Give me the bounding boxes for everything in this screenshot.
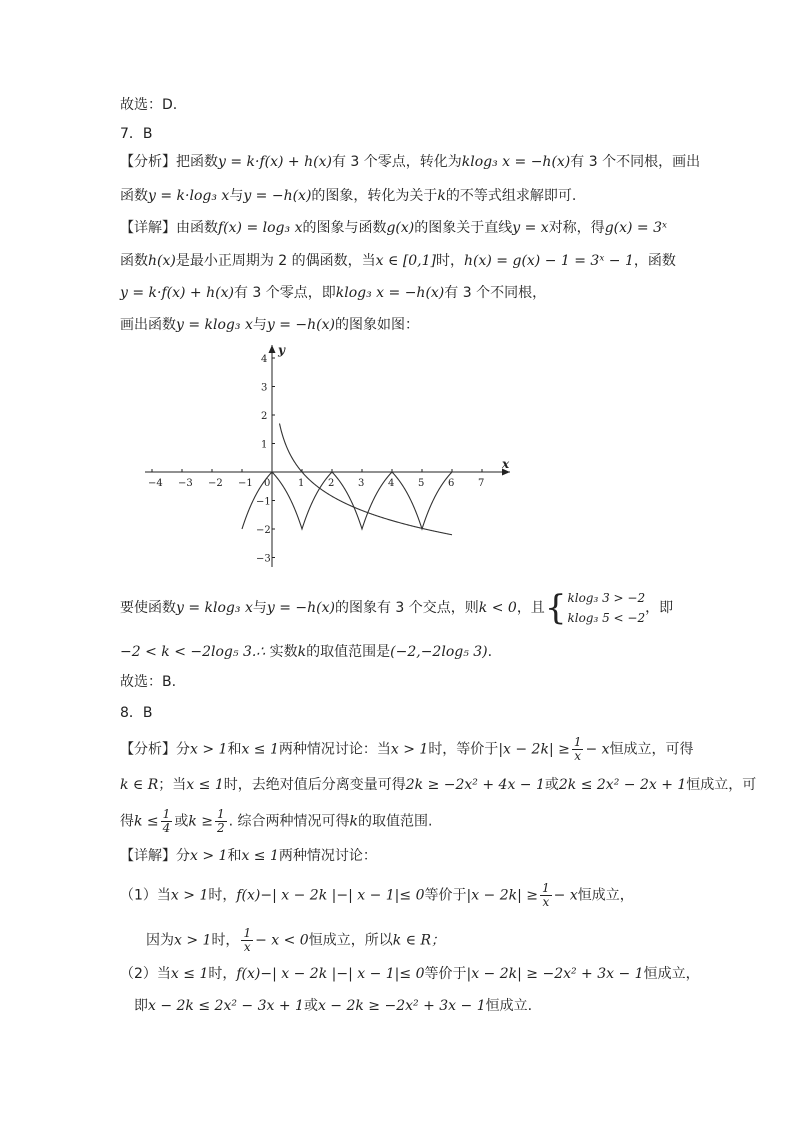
y-tick-label: 1	[261, 439, 268, 451]
x-tick-label: 5	[418, 478, 425, 489]
fraction-1-over-x-2: $\frac{1}{x}$	[542, 881, 550, 909]
line-11: 故选：B.	[120, 674, 177, 690]
line-1: 故选：D.	[120, 97, 178, 113]
x-tick-label: −1	[238, 478, 253, 489]
x-tick-label: 7	[478, 478, 485, 489]
detail-7-line-3: y = k·f(x) + h(x)有 3 个零点，即klog₃ x = −h(x)有 3 个不同根，	[120, 285, 547, 301]
system-brace: {	[544, 588, 567, 628]
function-graph	[140, 342, 520, 572]
analysis-8-line-1: 【分析】分x > 1和x ≤ 1两种情况讨论：当x > 1时，等价于|x − 2k| ≥ $\frac{1}{x}$ − x恒成立，可得	[120, 735, 694, 763]
y-tick-label: −3	[256, 553, 271, 565]
detail-8-line-4: （2）当x ≤ 1时，f(x)−| x − 2k |−| x − 1|≤ 0等价于|x − 2k| ≥ −2x² + 3x − 1恒成立，	[120, 966, 700, 982]
detail-8-line-2: （1）当x > 1时，f(x)−| x − 2k |−| x − 1|≤ 0等价于|x − 2k| ≥ $\frac{1}{x}$ − x恒成立，	[120, 881, 634, 909]
y-tick-label: −1	[256, 496, 271, 508]
x-axis-label: x	[502, 457, 510, 471]
detail-7-line-2: 函数h(x)是最小正周期为 2 的偶函数，当x ∈ [0,1]时，h(x) = g(x) − 1 = 3ˣ − 1，函数	[120, 253, 676, 269]
y-tick-label: 2	[261, 411, 268, 422]
analysis-7-line-1: 【分析】把函数y = k·f(x) + h(x)有 3 个零点，转化为klog₃ x = −h(x)有 3 个不同根，画出	[120, 154, 701, 170]
inequality-system: klog₃ 3 > −2 klog₃ 5 < −2	[567, 591, 646, 625]
fraction-1-over-2: $\frac{1}{2}$	[216, 807, 225, 835]
detail-8-line-1: 【详解】分x > 1和x ≤ 1两种情况讨论：	[120, 848, 377, 864]
x-axis	[145, 469, 510, 476]
x-tick-label: 2	[328, 478, 335, 489]
y-tick-label: 3	[261, 382, 268, 394]
detail-7-line-6: −2 < k < −2log₅ 3.∴ 实数k的取值范围是(−2,−2log₅ 3).	[120, 644, 493, 660]
fraction-1-over-4: $\frac{1}{4}$	[162, 807, 171, 835]
detail-8-line-5: 即x − 2k ≤ 2x² − 3x + 1或x − 2k ≥ −2x² + 3x − 1恒成立.	[134, 998, 533, 1014]
analysis-8-line-2: k ∈ R；当x ≤ 1时，去绝对值后分离变量可得2k ≥ −2x² + 4x − 1或2k ≤ 2x² − 2x + 1恒成立，可	[120, 777, 757, 793]
x-tick-label: −4	[148, 478, 163, 489]
x-tick-label: −2	[208, 478, 223, 489]
detail-7-line-1: 【详解】由函数f(x) = log₃ x的图象与函数g(x)的图象关于直线y = x对称，得g(x) = 3ˣ	[120, 220, 667, 236]
detail-8-line-3: 因为x > 1时， $\frac{1}{x}$ − x < 0恒成立，所以k ∈ R；	[146, 926, 445, 954]
y-axis-label: y	[278, 343, 285, 357]
x-tick-label: 1	[298, 478, 305, 489]
y-tick-label: −2	[256, 525, 271, 536]
x-tick-label: 6	[448, 478, 455, 489]
line-2: 7．B	[120, 126, 153, 142]
x-tick-label: 0	[264, 478, 271, 489]
x-tick-label: 3	[358, 478, 365, 489]
line-12: 8．B	[120, 705, 153, 721]
x-tick-label: 4	[388, 478, 395, 489]
analysis-8-line-3: 得k ≤ $\frac{1}{4}$ 或k ≥ $\frac{1}{2}$ . 综合两种情况可得k的取值范围.	[120, 807, 433, 835]
analysis-7-line-2: 函数y = k·log₃ x与y = −h(x)的图象，转化为关于k的不等式组求解即可.	[120, 188, 577, 204]
detail-7-line-4: 画出函数y = klog₃ x与y = −h(x)的图象如图：	[120, 317, 419, 333]
fraction-1-over-x: $\frac{1}{x}$	[573, 735, 582, 763]
x-tick-label: −3	[178, 478, 193, 489]
fraction-1-over-x-3: $\frac{1}{x}$	[243, 926, 252, 954]
y-tick-label: 4	[261, 354, 268, 365]
detail-7-line-5: 要使函数y = klog₃ x与y = −h(x)的图象有 3 个交点，则k < 0，且{ klog₃ 3 > −2 klog₃ 5 < −2 ，即	[120, 588, 674, 628]
